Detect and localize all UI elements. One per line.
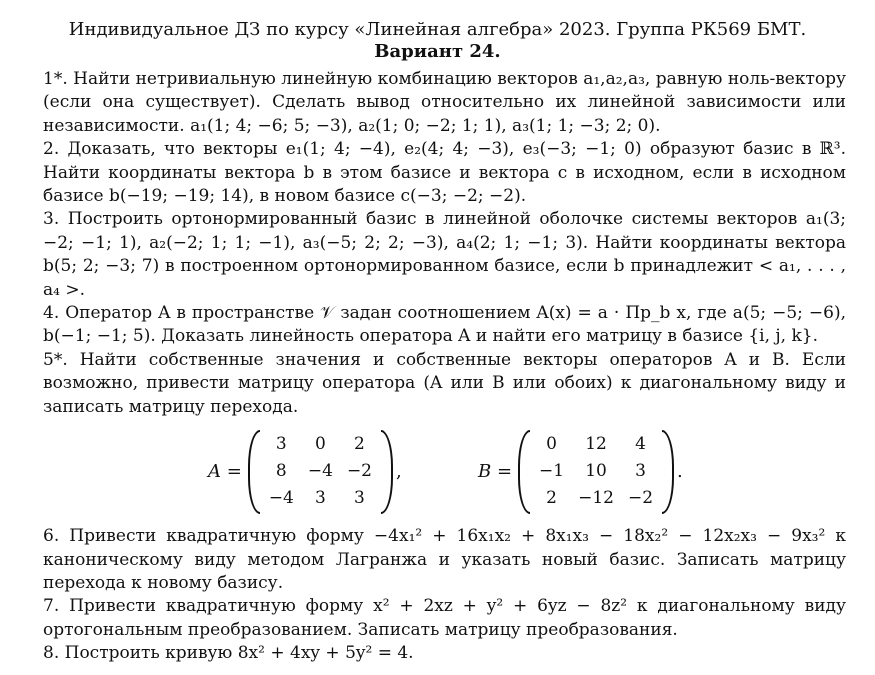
- matrix-cell: 0: [546, 434, 557, 455]
- matrix-b-period: .: [677, 461, 683, 483]
- matrices-block: [43, 425, 846, 519]
- matrix-a-label: A =: [208, 461, 242, 483]
- matrix-cell: 3: [354, 488, 365, 509]
- matrix-cell: −1: [539, 461, 565, 482]
- matrix-cell: −12: [578, 488, 614, 509]
- task-3: 3. Построить ортонормированный базис в линейной оболочке системы векторов a₁(3; −2; −1; 1), a₂(−2; 1; 1; −1), a₃(−5; 2; 2; −3), a₄(2; 1; −1; 3). Найти координаты вектора b(5; 2; −3; 7) в построенном ортонормированном базисе, если b принадлежит < a₁, . . . , a₄ >.: [43, 209, 846, 300]
- matrix-cell: 3: [275, 434, 287, 455]
- matrix-cell: 2: [354, 434, 365, 455]
- matrix-cell: 3: [635, 461, 646, 482]
- matrix-cell: 0: [314, 434, 326, 455]
- variant-heading: Вариант 24.: [374, 41, 501, 62]
- matrix-a-comma: ,: [396, 461, 402, 483]
- matrix-cell: −2: [346, 461, 372, 482]
- task-list: [43, 68, 846, 666]
- matrix-cell: 3: [314, 488, 326, 509]
- matrix-cell: −4: [268, 488, 294, 509]
- right-paren: [662, 430, 674, 514]
- task-7: 7. Привести квадратичную форму x² + 2xz + y² + 6yz − 8z² к диагональному виду ортогональным преобразованием. Записать матрицу преобразования.: [43, 596, 846, 640]
- right-paren: [381, 430, 393, 514]
- matrix-b-table: [532, 432, 660, 513]
- task-2: 2. Доказать, что векторы e₁(1; 4; −4), e₂(4; 4; −3), e₃(−3; −1; 0) образуют базис в ℝ³. Найти координаты вектора b в этом базисе и вектора c в исходном, если в исходном базисе b(−19; −19; 14), в новом базисе c(−3; −2; −2).: [43, 139, 846, 207]
- task-1: 1*. Найти нетривиальную линейную комбинацию векторов a₁,a₂,a₃, равную ноль-вектору (если она существует). Сделать вывод относительно их линейной зависимости или независимости. a₁(1; 4; −6; 5; −3), a₂(1; 0; −2; 1; 1), a₃(1; 1; −3; 2; 0).: [43, 69, 846, 136]
- matrix-a: [208, 425, 402, 519]
- task-4: 4. Оператор A в пространстве 𝒱 задан соотношением A(x) = a · Пр_b x, где a(5; −5; −6), b(−1; −1; 5). Доказать линейность оператора A и найти его матрицу в базисе {i, j, k}.: [43, 303, 846, 347]
- matrix-cell: 4: [635, 434, 646, 455]
- matrix-cell: −2: [627, 488, 654, 509]
- task-5: 5*. Найти собственные значения и собственные векторы операторов A и B. Если возможно, привести матрицу оператора (A или B или обоих) к диагональному виду и записать матрицу перехода.: [43, 349, 846, 417]
- matrix-cell: 2: [546, 488, 557, 509]
- matrix-b-label: B =: [478, 461, 513, 483]
- matrix-b: [478, 425, 683, 519]
- matrix-cell: 8: [275, 461, 287, 482]
- matrix-a-table: [262, 432, 379, 513]
- document-title: Индивидуальное ДЗ по курсу «Линейная алгебра» 2023. Группа РК569 БМТ.: [68, 19, 807, 40]
- task-8: 8. Построить кривую 8x² + 4xy + 5y² = 4.: [43, 643, 414, 664]
- task-6: 6. Привести квадратичную форму −4x₁² + 16x₁x₂ + 8x₁x₃ − 18x₂² − 12x₂x₃ − 9x₃² к каноническому виду методом Лагранжа и указать новый базис. Записать матрицу перехода к новому базису.: [43, 526, 846, 593]
- left-paren: [518, 430, 530, 514]
- matrix-cell: −4: [307, 461, 333, 482]
- matrix-cell: 10: [585, 461, 607, 482]
- matrix-cell: 12: [585, 434, 607, 455]
- left-paren: [248, 430, 260, 514]
